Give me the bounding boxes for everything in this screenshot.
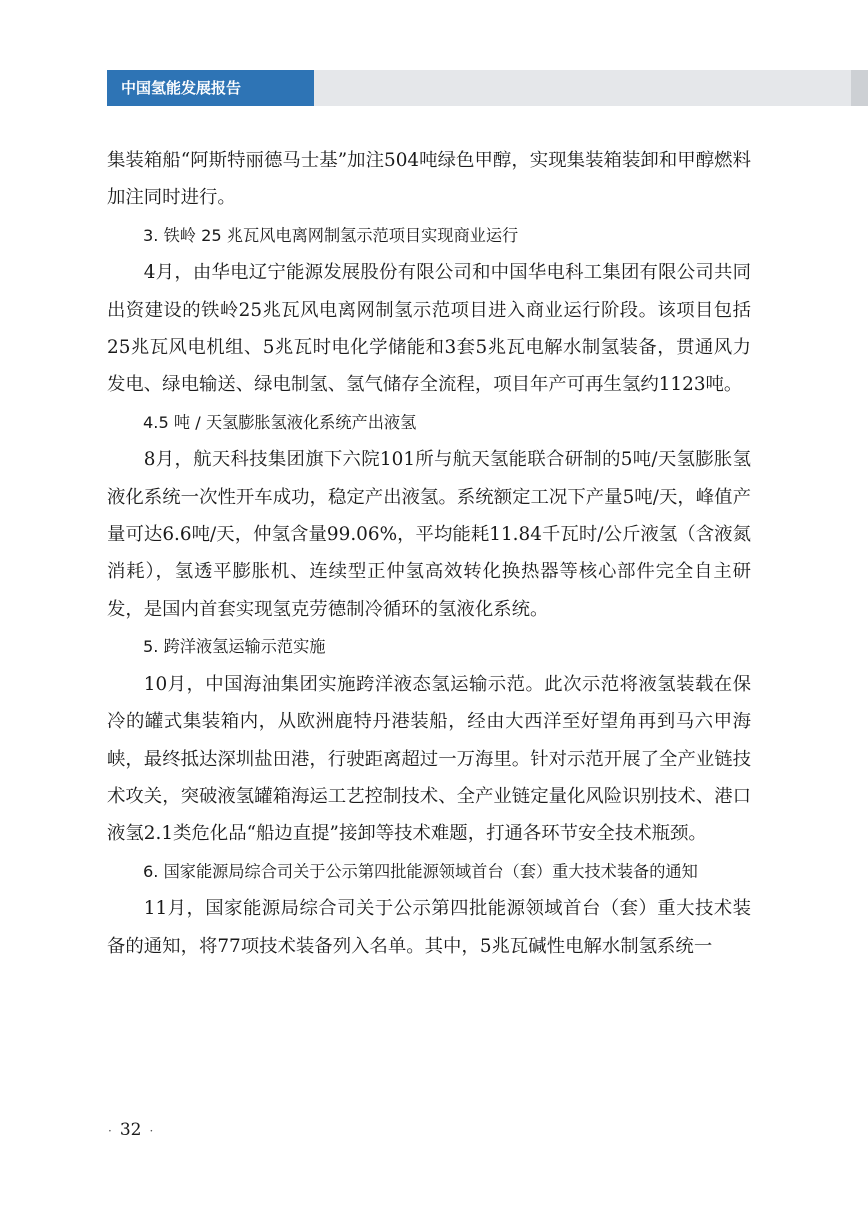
page-footer (100, 1120, 161, 1140)
paragraph: 10月，中国海油集团实施跨洋液态氢运输示范。此次示范将液氢装载在保冷的罐式集装箱内，从欧洲鹿特丹港装船，经由大西洋至好望角再到马六甲海峡，最终抵达深圳盐田港，行驶距离超过一万海里。针对示范开展了全产业链技术攻关，突破液氢罐箱海运工艺控制技术、全产业链定量化风险识别技术、港口液氢2.1类危化品“船边直提”接卸等技术难题，打通各环节安全技术瓶颈。 (107, 673, 751, 845)
section-heading: 4.5 吨 / 天氢膨胀氢液化系统产出液氢 (143, 412, 417, 432)
paragraph: 11月，国家能源局综合司关于公示第四批能源领域首台（套）重大技术装备的通知，将77项技术装备列入名单。其中，5兆瓦碱性电解水制氢系统一 (107, 898, 751, 957)
paragraph: 8月，航天科技集团旗下六院101所与航天氢能联合研制的5吨/天氢膨胀氢液化系统一次性开车成功，稳定产出液氢。系统额定工况下产量5吨/天，峰值产量可达6.6吨/天，仲氢含量99.06%，平均能耗11.84千瓦时/公斤液氢（含液氮消耗），氢透平膨胀机、连续型正仲氢高效转化换热器等核心部件完全自主研发，是国内首套实现氢克劳德制冷循环的氢液化系统。 (107, 449, 751, 620)
section-heading: 6. 国家能源局综合司关于公示第四批能源领域首台（套）重大技术装备的通知 (143, 861, 698, 881)
section-heading: 3. 铁岭 25 兆瓦风电离网制氢示范项目实现商业运行 (143, 225, 519, 245)
page-body (107, 142, 751, 965)
section-heading: 5. 跨洋液氢运输示范实施 (143, 637, 326, 657)
paragraph: 集装箱船“阿斯特丽德马士基”加注504吨绿色甲醇，实现集装箱装卸和甲醇燃料加注同时进行。 (107, 150, 751, 209)
footer-dot-icon: · (149, 1124, 154, 1138)
page-number: 32 (119, 1120, 142, 1140)
report-title-tab: 中国氢能发展报告 (107, 70, 314, 106)
header-edge-bar (851, 70, 868, 106)
footer-dot-icon: · (108, 1124, 112, 1138)
paragraph: 4月，由华电辽宁能源发展股份有限公司和中国华电科工集团有限公司共同出资建设的铁岭25兆瓦风电离网制氢示范项目进入商业运行阶段。该项目包括25兆瓦风电机组、5兆瓦时电化学储能和3套5兆瓦电解水制氢装备，贯通风力发电、绿电输送、绿电制氢、氢气储存全流程，项目年产可再生氢约1123吨。 (107, 262, 751, 396)
